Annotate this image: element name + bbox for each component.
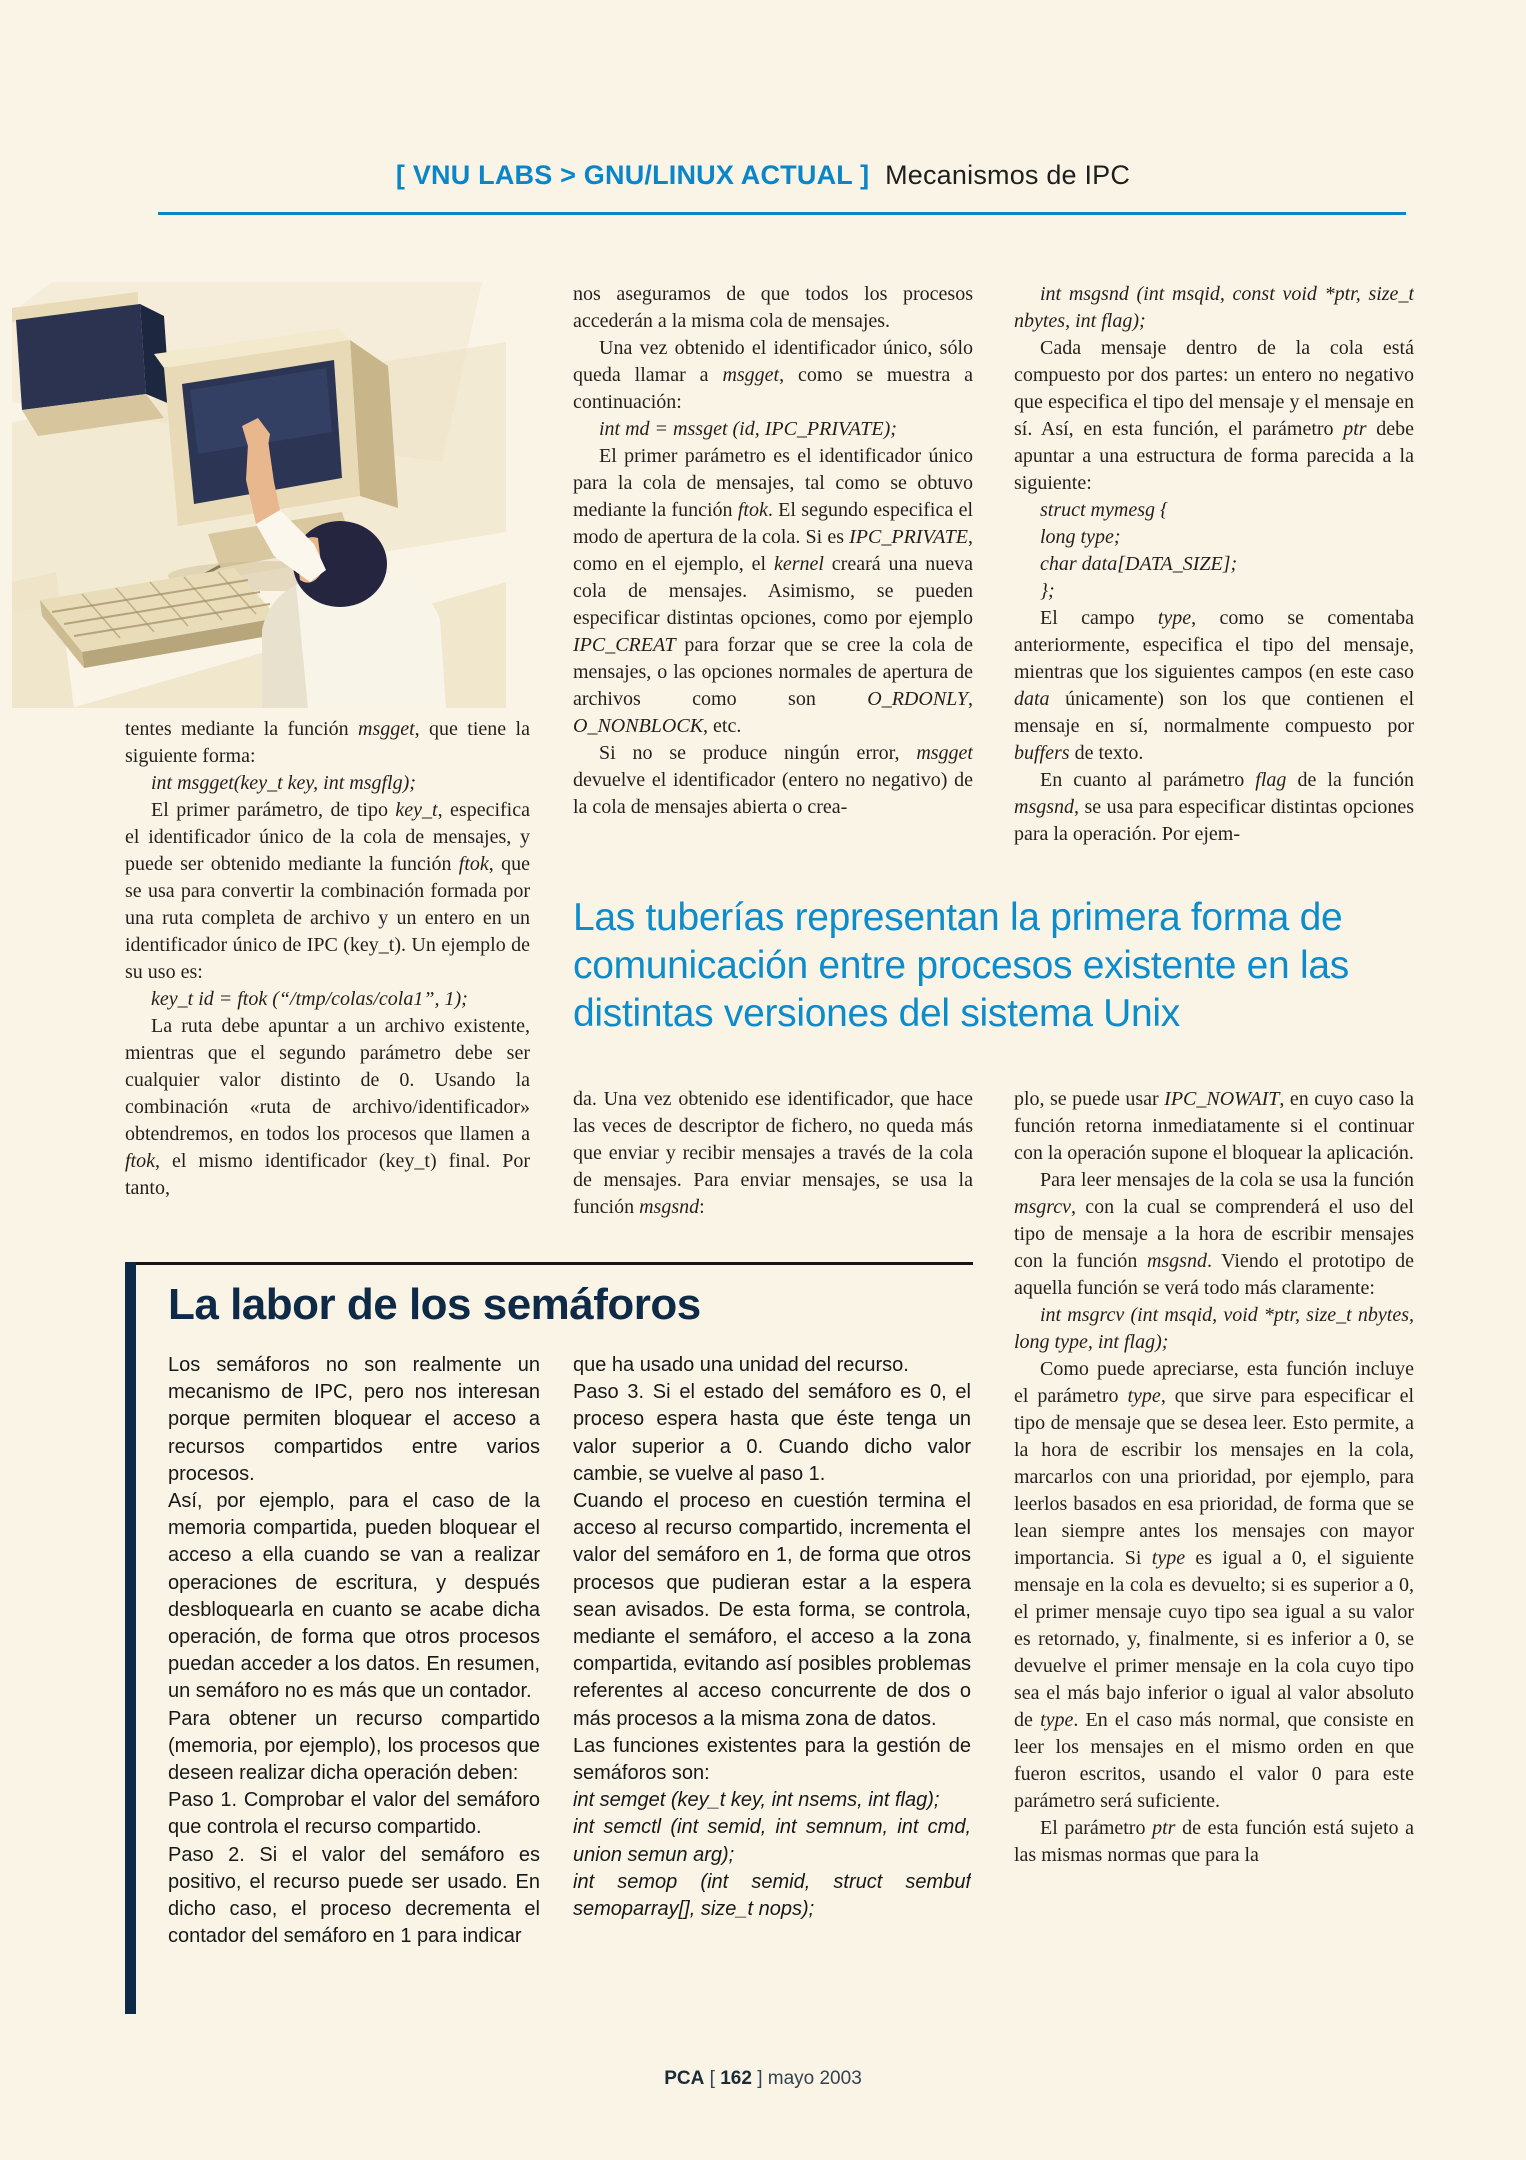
paragraph: int md = mssget (id, IPC_PRIVATE); [599, 418, 897, 440]
paragraph: key_t id = ftok (“/tmp/colas/cola1”, 1); [151, 988, 468, 1010]
footer-bracket-close-icon: ] [757, 2068, 763, 2089]
footer-bracket-open-icon: [ [709, 2068, 715, 2089]
ipc-illustration [12, 282, 506, 708]
paragraph: Paso 1. Comprobar el valor del semáforo que controla el recurso compartido. [168, 1789, 540, 1839]
paragraph: Paso 3. Si el estado del semáforo es 0, el proceso espera hasta que éste tenga un valor superior a 0. Cuando dicho valor cambie, se vuelve al paso 1. [573, 1381, 971, 1485]
paragraph: Si no se produce ningún error, msgget devuelve el identificador (entero no negativo) de la cola de mensajes abierta o crea- [573, 742, 973, 818]
pull-quote: Las tuberías representan la primera forma de comunicación entre procesos existente en las distintas versiones del sistema Unix [573, 896, 1349, 1035]
paragraph: struct mymesg { [1040, 499, 1168, 521]
sidebar-column-left [168, 1352, 540, 2034]
sidebar-left-bar [125, 1262, 136, 2014]
sidebar-title: La labor de los semáforos [168, 1280, 701, 1329]
paragraph: da. Una vez obtenido ese identificador, que hace las veces de descriptor de fichero, no queda más que enviar y recibir mensajes a través de la cola de mensajes. Para enviar mensajes, se usa la función msgsnd: [573, 1088, 973, 1218]
paragraph: En cuanto al parámetro flag de la función msgsnd, se usa para especificar distintas opciones para la operación. Por ejem- [1014, 769, 1414, 845]
article-column-middle-bottom [573, 1086, 973, 1262]
paragraph: La ruta debe apuntar a un archivo existente, mientras que el segundo parámetro debe ser cualquier valor distinto de 0. Usando la combinación «ruta de archivo/identificador» obtendremos, en todos los procesos que llamen a ftok, el mismo identificador (key_t) final. Por tanto, [125, 1015, 530, 1199]
paragraph: int msgsnd (int msqid, const void *ptr, size_t nbytes, int flag); [1014, 283, 1414, 332]
paragraph: int semop (int semid, struct sembuf semoparray[], size_t nops); [573, 1870, 971, 1921]
article-column-right-top [1014, 281, 1414, 895]
background-monitor-icon [12, 292, 170, 436]
paragraph: Para leer mensajes de la cola se usa la función msgrcv, con la cual se comprenderá el uso del tipo de mensaje a la hora de escribir mensajes con la función msgsnd. Viendo el prototipo de aquella función se verá todo más claramente: [1014, 1169, 1414, 1299]
header-rule [158, 212, 1406, 215]
paragraph: que ha usado una unidad del recurso. [573, 1354, 909, 1376]
paragraph: El primer parámetro, de tipo key_t, especifica el identificador único de la cola de mensajes, y puede ser obtenido mediante la función ftok, que se usa para convertir la combinación formada por una ruta completa de archivo y un entero en un identificador único de IPC (key_t). Un ejemplo de su uso es: [125, 799, 530, 983]
sidebar-top-rule [125, 1262, 973, 1265]
paragraph: Las funciones existentes para la gestión de semáforos son: [573, 1734, 971, 1785]
paragraph: Para obtener un recurso compartido (memoria, por ejemplo), los procesos que deseen realizar dicha operación deben: [168, 1707, 540, 1785]
footer-date: mayo 2003 [767, 2068, 862, 2089]
header-section-label: [ VNU LABS > GNU/LINUX ACTUAL ] [395, 160, 870, 190]
paragraph: Cada mensaje dentro de la cola está compuesto por dos partes: un entero no negativo que especifica el tipo del mensaje y el mensaje en sí. Así, en esta función, el parámetro ptr debe apuntar a una estructura de forma parecida a la siguiente: [1014, 337, 1414, 494]
paragraph: }; [1040, 580, 1055, 602]
paragraph: Cuando el proceso en cuestión termina el acceso al recurso compartido, incrementa el valor del semáforo en 1, de forma que otros procesos que pudieran estar a la espera sean avisados. De esta forma, se controla, mediante el semáforo, el acceso a la zona compartida, evitando así posibles problemas referentes al acceso concurrente de dos o más procesos a la misma zona de datos. [573, 1490, 971, 1730]
paragraph: Paso 2. Si el valor del semáforo es positivo, el recurso puede ser usado. En dicho caso, el proceso decrementa el contador del semáforo en 1 para indicar [168, 1843, 540, 1948]
article-column-left [125, 716, 530, 1264]
paragraph: plo, se puede usar IPC_NOWAIT, en cuyo caso la función retorna inmediatamente si el continuar con la operación supone el bloquear la aplicación. [1014, 1088, 1414, 1164]
page-footer [0, 2068, 1526, 2090]
paragraph: Así, por ejemplo, para el caso de la memoria compartida, pueden bloquear el acceso a ella cuando se van a realizar operaciones de escritura, y después desbloquearla en cuanto se acabe dicha operación, de forma que otros procesos puedan acceder a los datos. En resumen, un semáforo no es más que un contador. [168, 1490, 540, 1703]
sidebar-column-right [573, 1352, 971, 2034]
footer-page-number: 162 [720, 2068, 752, 2089]
page-header [0, 160, 1526, 191]
paragraph: Los semáforos no son realmente un mecanismo de IPC, pero nos interesan porque permiten bloquear el acceso a recursos compartidos entre varios procesos. [168, 1354, 540, 1485]
paragraph: int msgget(key_t key, int msgflg); [151, 772, 416, 794]
paragraph: Como puede apreciarse, esta función incluye el parámetro type, que sirve para especificar el tipo de mensaje que se desea leer. Esto permite, a la hora de escribir los mensajes en la cola, marcarlos con una prioridad, por ejemplo, para leerlos basados en esa prioridad, de forma que se lean siempre antes los mensajes con mayor importancia. Si type es igual a 0, el siguiente mensaje en la cola es devuelto; si es superior a 0, el primer mensaje cuyo tipo sea igual a su valor es retornado, y, finalmente, si es inferior a 0, se devuelve el primer mensaje en la cola cuyo tipo sea el más bajo inferior o igual al valor absoluto de type. En el caso más normal, que consiste en leer los mensajes en el mismo orden en que fueron escritos, usando el valor 0 para este parámetro será suficiente. [1014, 1358, 1414, 1812]
paragraph: int semget (key_t key, int nsems, int flag); [573, 1789, 940, 1812]
paragraph: El parámetro ptr de esta función está sujeto a las mismas normas que para la [1014, 1817, 1414, 1866]
paragraph: int msgrcv (int msqid, void *ptr, size_t nbytes, long type, int flag); [1014, 1304, 1414, 1353]
paragraph: Una vez obtenido el identificador único, sólo queda llamar a msgget, como se muestra a continuación: [573, 337, 973, 413]
page-title: Mecanismos de IPC [885, 160, 1131, 190]
paragraph: char data[DATA_SIZE]; [1040, 553, 1238, 575]
article-column-middle-top [573, 281, 973, 895]
illustration-svg [12, 282, 506, 708]
article-column-right-bottom [1014, 1086, 1414, 2020]
footer-brand: PCA [664, 2068, 705, 2089]
paragraph: long type; [1040, 526, 1121, 548]
paragraph: El primer parámetro es el identificador único para la cola de mensajes, tal como se obtuvo mediante la función ftok. El segundo especifica el modo de apertura de la cola. Si es IPC_PRIVATE, como en el ejemplo, el kernel creará una nueva cola de mensajes. Asimismo, se pueden especificar distintas opciones, como por ejemplo IPC_CREAT para forzar que se cree la cola de mensajes, o las opciones normales de apertura de archivos como son O_RDONLY, O_NONBLOCK, etc. [573, 445, 973, 737]
paragraph: El campo type, como se comentaba anteriormente, especifica el tipo del mensaje, mientras que los siguientes campos (en este caso data únicamente) son los que contienen el mensaje en sí, normalmente compuesto por buffers de texto. [1014, 607, 1414, 764]
paragraph: tentes mediante la función msgget, que tiene la siguiente forma: [125, 718, 530, 767]
paragraph: int semctl (int semid, int semnum, int cmd, union semun arg); [573, 1816, 971, 1866]
paragraph: nos aseguramos de que todos los procesos accederán a la misma cola de mensajes. [573, 283, 973, 332]
